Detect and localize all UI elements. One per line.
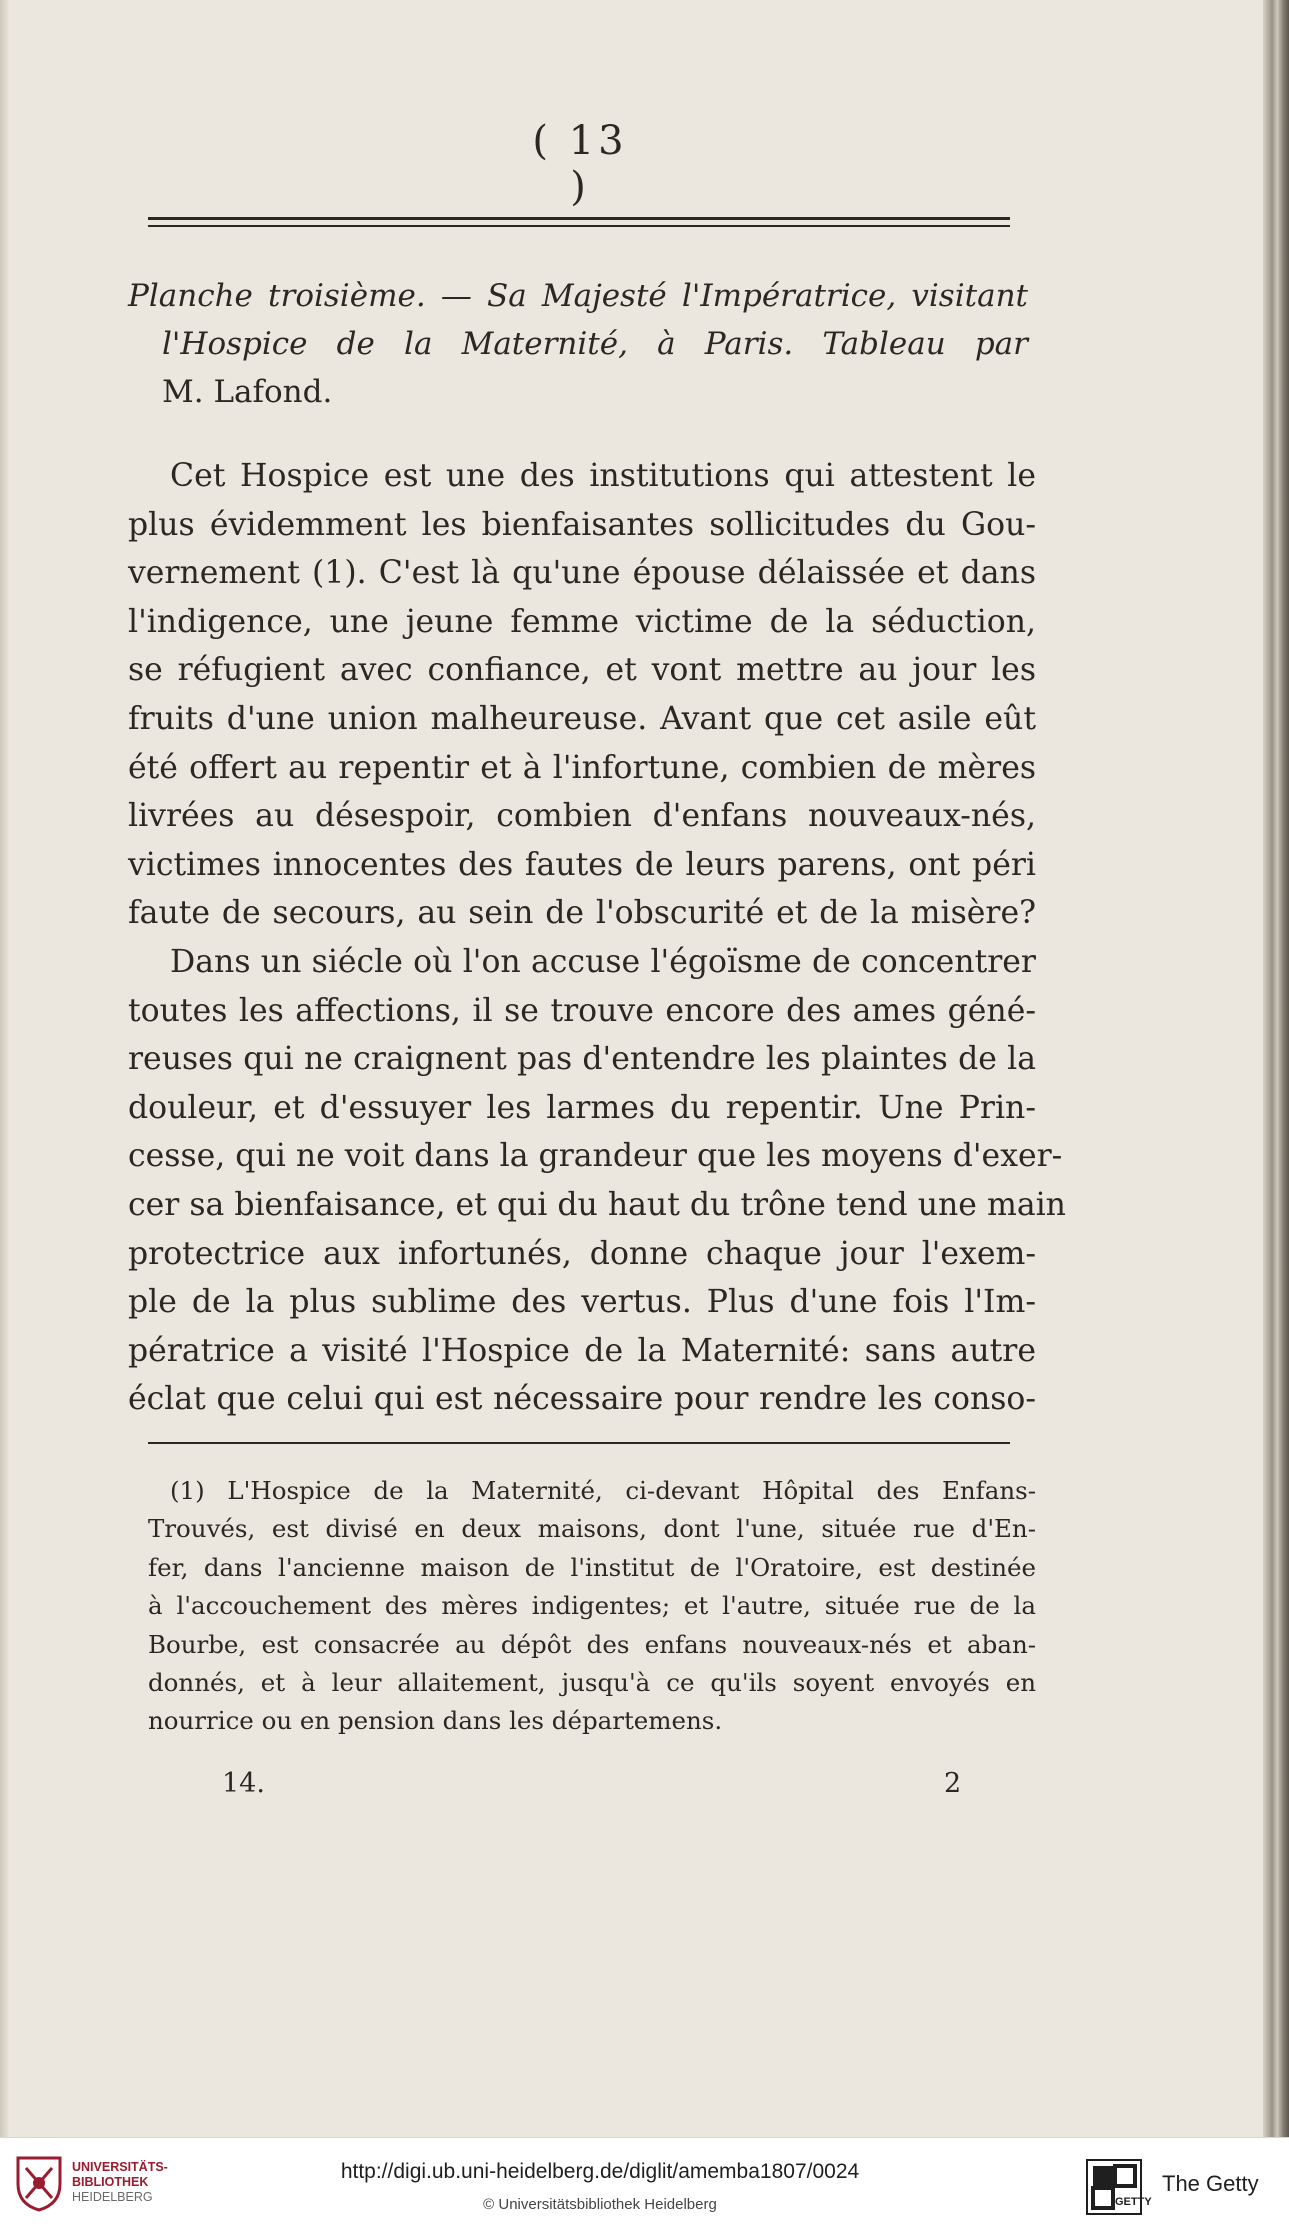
text-line: toutes les affections, il se trouve encore des ames géné- [128,992,1036,1029]
text-line: protectrice aux infortunés, donne chaque jour l'exem- [128,1235,1036,1272]
footnote-line: à l'accouchement des mères indigentes; et l'autre, située rue de la [148,1591,1036,1621]
getty-logo-text: GETTY [1115,2196,1152,2208]
caption-line: Planche troisième. — Sa Majesté l'Impératrice, visitant [128,278,1028,314]
footnote-line: nourrice ou en pension dans les départemens. [148,1706,723,1736]
permalink-url[interactable]: http://digi.ub.uni-heidelberg.de/diglit/amemba1807/0024 [340,2160,860,2183]
university-seal-icon[interactable] [14,2154,64,2212]
text-line: cer sa bienfaisance, et qui du haut du trône tend une main [128,1186,1066,1223]
text-line: se réfugient avec confiance, et vont mettre au jour les [128,652,1036,689]
page-right-edge [1263,0,1289,2137]
text-line: ple de la plus sublime des vertus. Plus d'une fois l'Im- [128,1284,1036,1321]
text-line: reuses qui ne craignent pas d'entendre les plaintes de la [128,1041,1036,1078]
page-left-shadow [0,0,10,2137]
text-line: victimes innocentes des fautes de leurs parens, ont péri [128,846,1036,883]
caption-line: l'Hospice de la Maternité, à Paris. Tableau par [162,326,1028,362]
paragraph-2 [128,938,1066,1424]
text-line: éclat que celui qui est nécessaire pour rendre les conso- [128,1381,1036,1418]
copyright-notice: © Universitätsbibliothek Heidelberg [483,2196,717,2213]
getty-logo-icon[interactable] [1085,2158,1152,2216]
footnote-line: (1) L'Hospice de la Maternité, ci-devant Hôpital des Enfans- [170,1476,1036,1505]
footnote-line: donnés, et à leur allaitement, jusqu'à ce qu'ils soyent envoyés en [148,1668,1036,1698]
text-line: fruits d'une union malheureuse. Avant que cet asile eût [128,700,1036,737]
text-line: pératrice a visité l'Hospice de la Maternité: sans autre [128,1332,1036,1369]
library-name[interactable] [72,2160,168,2205]
sponsor-name[interactable]: The Getty [1162,2171,1259,2196]
viewer-footer [0,2137,1289,2233]
text-line: été offert au repentir et à l'infortune, combien de mères [128,749,1036,786]
footnote-rule [148,1442,1010,1444]
text-line: l'indigence, une jeune femme victime de la séduction, [128,603,1036,640]
signature-mark-left: 14. [222,1768,265,1799]
body-text [128,452,1066,1424]
plate-caption [128,272,1028,416]
page-number: ( 13 ) [532,118,628,210]
paragraph-1 [128,452,1036,938]
footnote-line: Bourbe, est consacrée au dépôt des enfans nouveaux-nés et aban- [148,1629,1036,1659]
signature-mark-right: 2 [944,1768,962,1799]
text-line: douleur, et d'essuyer les larmes du repentir. Une Prin- [128,1089,1036,1126]
library-city: HEIDELBERG [72,2190,153,2204]
footnote-line: Trouvés, est divisé en deux maisons, dont l'une, située rue d'En- [148,1514,1036,1544]
header-rule [148,217,1010,227]
library-name-line: BIBLIOTHEK [72,2175,149,2189]
text-line: Cet Hospice est une des institutions qui attestent le [170,458,1036,494]
text-line: plus évidemment les bienfaisantes sollicitudes du Gou- [128,506,1036,543]
footnote [148,1472,1036,1741]
footnote-line: fer, dans l'ancienne maison de l'institut de l'Oratoire, est destinée [148,1552,1036,1582]
library-name-line: UNIVERSITÄTS- [72,2160,168,2174]
text-line: Dans un siécle où l'on accuse l'égoïsme de concentrer [170,943,1036,980]
text-line: livrées au désespoir, combien d'enfans nouveaux-nés, [128,798,1036,835]
caption-line: M. Lafond. [162,374,333,410]
text-line: cesse, qui ne voit dans la grandeur que les moyens d'exer- [128,1138,1063,1175]
text-line: faute de secours, au sein de l'obscurité et de la misère? [128,895,1036,932]
text-line: vernement (1). C'est là qu'une épouse délaissée et dans [128,555,1036,592]
